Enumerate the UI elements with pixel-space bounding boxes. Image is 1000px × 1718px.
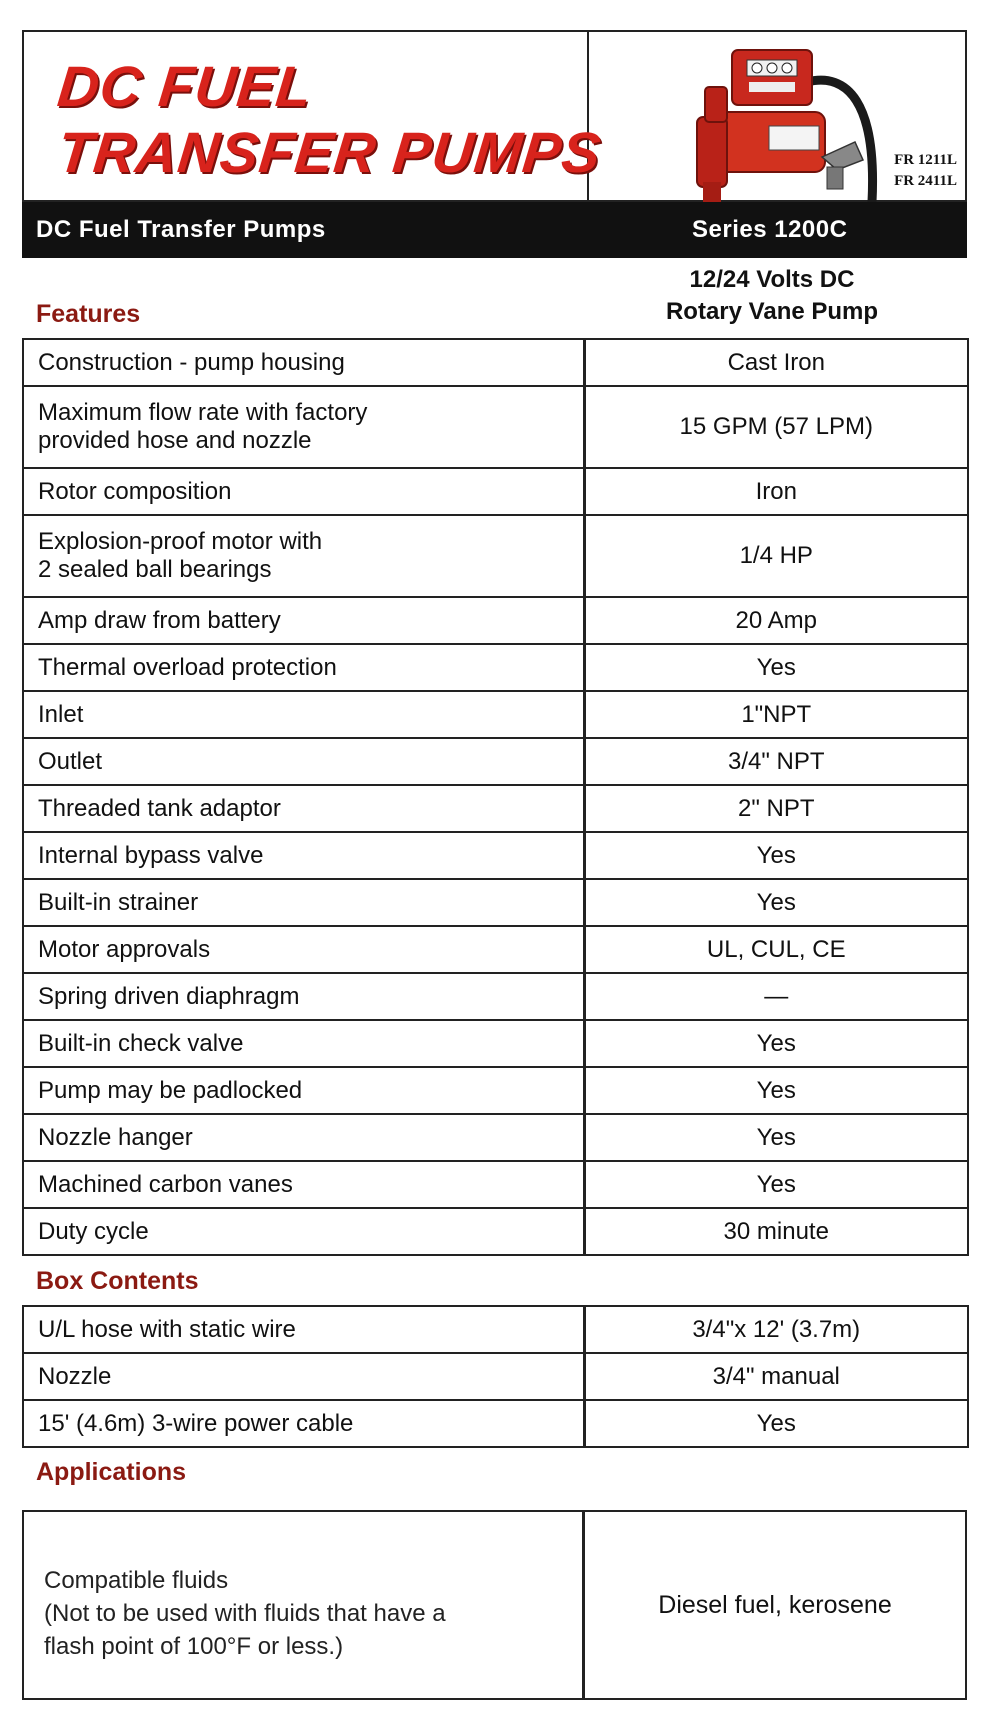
content-value: 3/4"x 12' (3.7m) xyxy=(584,1306,968,1353)
feature-name: Machined carbon vanes xyxy=(23,1161,584,1208)
feature-value: 30 minute xyxy=(584,1208,968,1255)
feature-name: Threaded tank adaptor xyxy=(23,785,584,832)
table-row xyxy=(23,926,968,973)
banner-series: Series 1200C xyxy=(692,216,848,243)
table-row xyxy=(23,691,968,738)
table-row xyxy=(23,1020,968,1067)
feature-name: Maximum flow rate with factory provided hose and nozzle xyxy=(23,386,584,468)
box-contents-table xyxy=(22,1305,969,1448)
title-line-1: DC FUEL xyxy=(54,55,316,119)
feature-value: Yes xyxy=(584,1067,968,1114)
applications-table xyxy=(22,1510,967,1700)
applications-heading: Applications xyxy=(36,1458,187,1486)
feature-name: Amp draw from battery xyxy=(23,597,584,644)
feature-name: Duty cycle xyxy=(23,1208,584,1255)
column-heading-line-2: Rotary Vane Pump xyxy=(665,298,879,325)
feature-name: Nozzle hanger xyxy=(23,1114,584,1161)
features-table xyxy=(22,338,969,1256)
feature-name: Construction - pump housing xyxy=(23,339,584,386)
title-line-2: TRANSFER PUMPS xyxy=(54,121,605,185)
feature-name: Spring driven diaphragm xyxy=(23,973,584,1020)
feature-value: 20 Amp xyxy=(584,597,968,644)
feature-name: Outlet xyxy=(23,738,584,785)
feature-name: Pump may be padlocked xyxy=(23,1067,584,1114)
content-name: U/L hose with static wire xyxy=(23,1306,584,1353)
table-row xyxy=(23,339,968,386)
table-row xyxy=(23,1114,968,1161)
feature-value: 2" NPT xyxy=(584,785,968,832)
feature-value: 1/4 HP xyxy=(584,515,968,597)
fuel-pump-illustration xyxy=(677,42,887,202)
table-row xyxy=(23,1161,968,1208)
series-banner xyxy=(22,202,967,258)
feature-value: Iron xyxy=(584,468,968,515)
feature-value: — xyxy=(584,973,968,1020)
feature-name: Explosion-proof motor with 2 sealed ball bearings xyxy=(23,515,584,597)
table-row xyxy=(23,1067,968,1114)
feature-name: Inlet xyxy=(23,691,584,738)
feature-name: Built-in check valve xyxy=(23,1020,584,1067)
table-row xyxy=(23,879,968,926)
feature-value: Yes xyxy=(584,1161,968,1208)
applications-line: flash point of 100°F or less.) xyxy=(44,1633,344,1660)
table-row xyxy=(23,386,968,468)
content-value: Yes xyxy=(584,1400,968,1447)
content-name: 15' (4.6m) 3-wire power cable xyxy=(23,1400,584,1447)
table-row xyxy=(23,1208,968,1255)
applications-line: (Not to be used with fluids that have a xyxy=(44,1600,446,1627)
table-row xyxy=(23,515,968,597)
title-header xyxy=(22,30,967,202)
feature-value: Cast Iron xyxy=(584,339,968,386)
model-numbers xyxy=(894,150,957,192)
content-value: 3/4" manual xyxy=(584,1353,968,1400)
box-contents-heading: Box Contents xyxy=(36,1267,199,1295)
content-name: Nozzle xyxy=(23,1353,584,1400)
model-number: FR 2411L xyxy=(894,173,957,189)
feature-value: Yes xyxy=(584,1020,968,1067)
feature-value: Yes xyxy=(584,879,968,926)
applications-line: Compatible fluids xyxy=(44,1567,229,1594)
table-row xyxy=(23,738,968,785)
feature-value: 3/4" NPT xyxy=(584,738,968,785)
feature-value: Yes xyxy=(584,1114,968,1161)
table-row xyxy=(23,644,968,691)
feature-name: Motor approvals xyxy=(23,926,584,973)
table-row xyxy=(23,1353,968,1400)
column-heading xyxy=(582,264,962,328)
column-heading-line-1: 12/24 Volts DC xyxy=(689,266,855,293)
feature-value: Yes xyxy=(584,644,968,691)
feature-value: 1"NPT xyxy=(584,691,968,738)
table-row xyxy=(23,1400,968,1447)
feature-name: Built-in strainer xyxy=(23,879,584,926)
table-row xyxy=(23,973,968,1020)
table-row xyxy=(23,832,968,879)
applications-value: Diesel fuel, kerosene xyxy=(658,1590,892,1619)
feature-value: 15 GPM (57 LPM) xyxy=(584,386,968,468)
title-block xyxy=(24,32,605,200)
table-row xyxy=(23,785,968,832)
product-photo xyxy=(589,32,965,200)
table-row xyxy=(23,468,968,515)
feature-name: Rotor composition xyxy=(23,468,584,515)
applications-description xyxy=(24,1512,585,1698)
feature-name: Thermal overload protection xyxy=(23,644,584,691)
table-row xyxy=(23,1306,968,1353)
feature-value: UL, CUL, CE xyxy=(584,926,968,973)
banner-product-line: DC Fuel Transfer Pumps xyxy=(36,216,326,243)
feature-value: Yes xyxy=(584,832,968,879)
model-number: FR 1211L xyxy=(894,152,957,168)
feature-name: Internal bypass valve xyxy=(23,832,584,879)
features-heading: Features xyxy=(36,300,141,328)
table-row xyxy=(23,597,968,644)
